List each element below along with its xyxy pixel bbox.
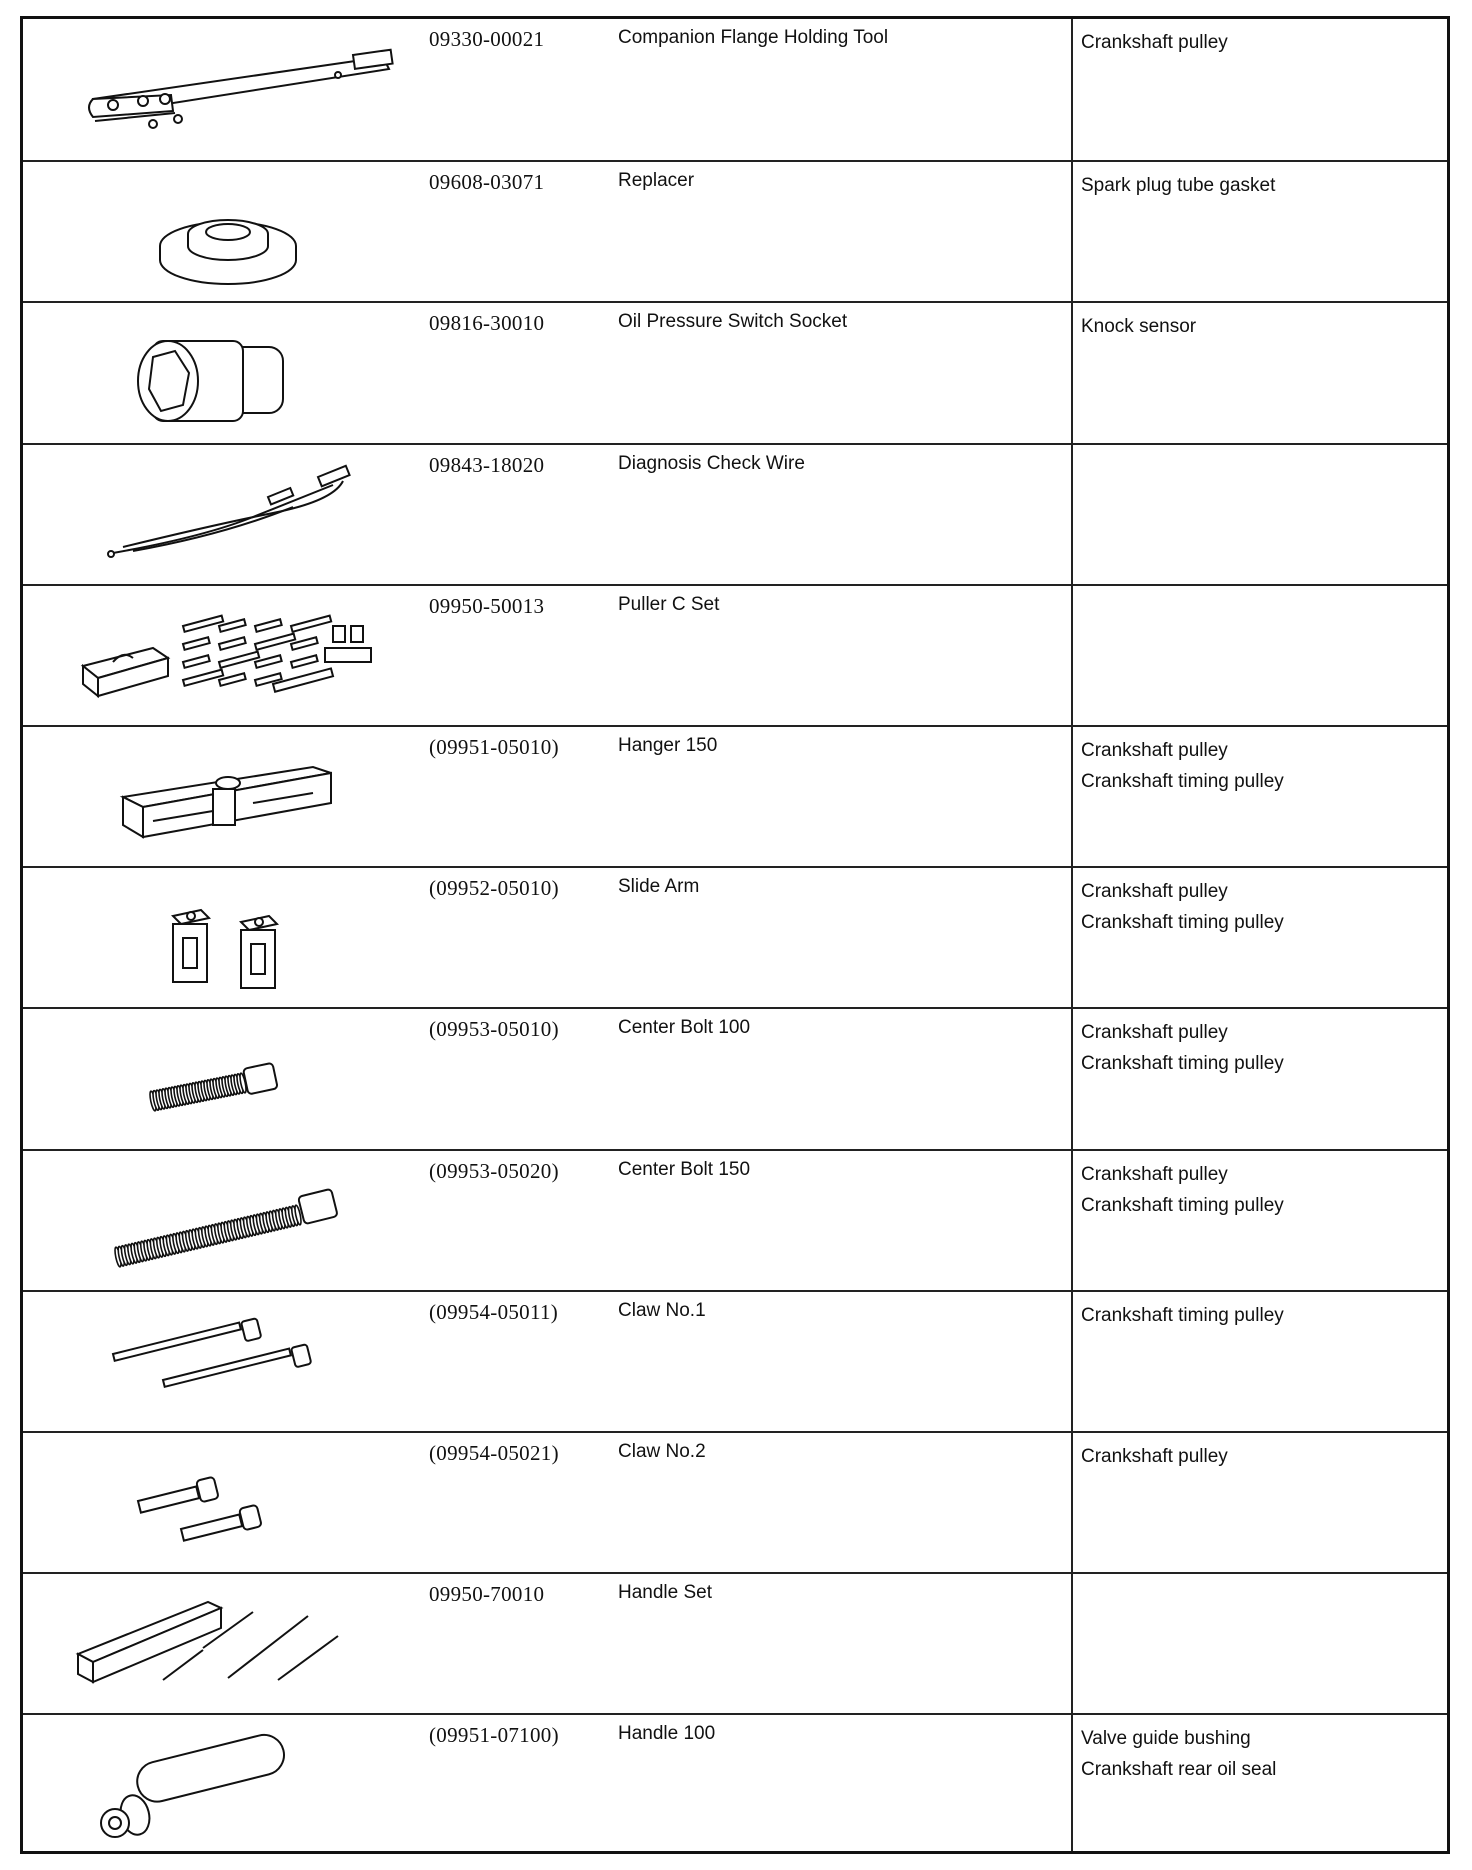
part-number: (09953-05020) bbox=[429, 1158, 559, 1183]
usage-item: Crankshaft pulley bbox=[1081, 740, 1228, 761]
claw-2-icon bbox=[53, 1443, 423, 1561]
part-number: 09608-03071 bbox=[429, 170, 545, 195]
tool-row bbox=[23, 1290, 1447, 1431]
usage-item: Crankshaft timing pulley bbox=[1081, 1053, 1284, 1075]
part-number: (09953-05010) bbox=[429, 1017, 559, 1042]
part-number: 09950-50013 bbox=[429, 593, 545, 618]
part-number: (09952-05010) bbox=[429, 876, 559, 901]
tool-usage bbox=[1081, 735, 1441, 797]
tool-usage bbox=[1081, 1017, 1441, 1079]
special-tools-table bbox=[20, 16, 1450, 1854]
tool-row bbox=[23, 443, 1447, 584]
handle-set-icon bbox=[53, 1584, 423, 1702]
usage-item: Crankshaft rear oil seal bbox=[1081, 1759, 1277, 1781]
tool-row bbox=[23, 1149, 1447, 1290]
tool-usage bbox=[1081, 1723, 1441, 1785]
hanger-icon bbox=[53, 737, 423, 855]
usage-item: Crankshaft pulley bbox=[1081, 1163, 1228, 1185]
center-bolt-long-icon bbox=[53, 1161, 423, 1279]
usage-item: Valve guide bushing bbox=[1081, 1728, 1251, 1750]
tool-name: Handle 100 bbox=[618, 1723, 716, 1745]
usage-item: Crankshaft pulley bbox=[1081, 32, 1228, 53]
tool-row bbox=[23, 19, 1447, 160]
usage-item: Knock sensor bbox=[1081, 316, 1197, 338]
tool-name: Puller C Set bbox=[618, 593, 720, 615]
tool-row bbox=[23, 1007, 1447, 1148]
tool-row bbox=[23, 1431, 1447, 1572]
usage-item: Spark plug tube gasket bbox=[1081, 175, 1276, 197]
tool-name: Center Bolt 100 bbox=[618, 1017, 751, 1039]
tool-row bbox=[23, 301, 1447, 442]
tool-row bbox=[23, 725, 1447, 866]
usage-item: Crankshaft pulley bbox=[1081, 1446, 1228, 1467]
tool-name: Diagnosis Check Wire bbox=[618, 452, 805, 474]
part-number: 09950-70010 bbox=[429, 1582, 545, 1607]
usage-item: Crankshaft timing pulley bbox=[1081, 912, 1284, 934]
center-bolt-short-icon bbox=[53, 1019, 423, 1137]
tool-name: Claw No.2 bbox=[618, 1441, 706, 1462]
socket-icon bbox=[53, 313, 423, 431]
usage-item: Crankshaft timing pulley bbox=[1081, 1304, 1284, 1326]
tool-usage bbox=[1081, 170, 1441, 201]
tool-usage bbox=[1081, 1300, 1441, 1331]
part-number: (09954-05011) bbox=[429, 1299, 559, 1324]
tool-usage bbox=[1081, 1441, 1441, 1472]
tool-name: Hanger 150 bbox=[618, 735, 718, 756]
check-wire-icon bbox=[53, 455, 423, 573]
usage-item: Crankshaft pulley bbox=[1081, 1022, 1228, 1044]
usage-item: Crankshaft pulley bbox=[1081, 881, 1228, 903]
part-number: 09330-00021 bbox=[429, 27, 545, 51]
replacer-icon bbox=[53, 172, 423, 290]
part-number: (09954-05021) bbox=[429, 1441, 559, 1465]
tool-usage bbox=[1081, 1159, 1441, 1221]
tool-usage bbox=[1081, 876, 1441, 938]
tool-name: Claw No.1 bbox=[618, 1299, 706, 1321]
tool-usage bbox=[1081, 27, 1441, 58]
usage-item: Crankshaft timing pulley bbox=[1081, 771, 1284, 792]
tool-row bbox=[23, 160, 1447, 301]
tool-row bbox=[23, 1572, 1447, 1713]
part-number: (09951-07100) bbox=[429, 1723, 559, 1748]
usage-item: Crankshaft timing pulley bbox=[1081, 1194, 1284, 1216]
part-number: 09816-30010 bbox=[429, 311, 545, 336]
tool-row bbox=[23, 1713, 1447, 1854]
tool-name: Companion Flange Holding Tool bbox=[618, 27, 889, 48]
tool-name: Replacer bbox=[618, 170, 695, 192]
tool-name: Slide Arm bbox=[618, 876, 700, 898]
tool-name: Oil Pressure Switch Socket bbox=[618, 311, 848, 333]
slide-arm-icon bbox=[53, 878, 423, 996]
part-number: (09951-05010) bbox=[429, 735, 559, 759]
puller-set-icon bbox=[53, 596, 423, 714]
handle-icon bbox=[53, 1725, 423, 1843]
claw-1-icon bbox=[53, 1302, 423, 1420]
part-number: 09843-18020 bbox=[429, 452, 545, 477]
tool-name: Center Bolt 150 bbox=[618, 1158, 751, 1180]
tool-usage bbox=[1081, 311, 1441, 342]
tool-row bbox=[23, 866, 1447, 1007]
tool-name: Handle Set bbox=[618, 1582, 713, 1604]
tool-row bbox=[23, 584, 1447, 725]
companion-flange-holding-tool-icon bbox=[53, 29, 423, 147]
